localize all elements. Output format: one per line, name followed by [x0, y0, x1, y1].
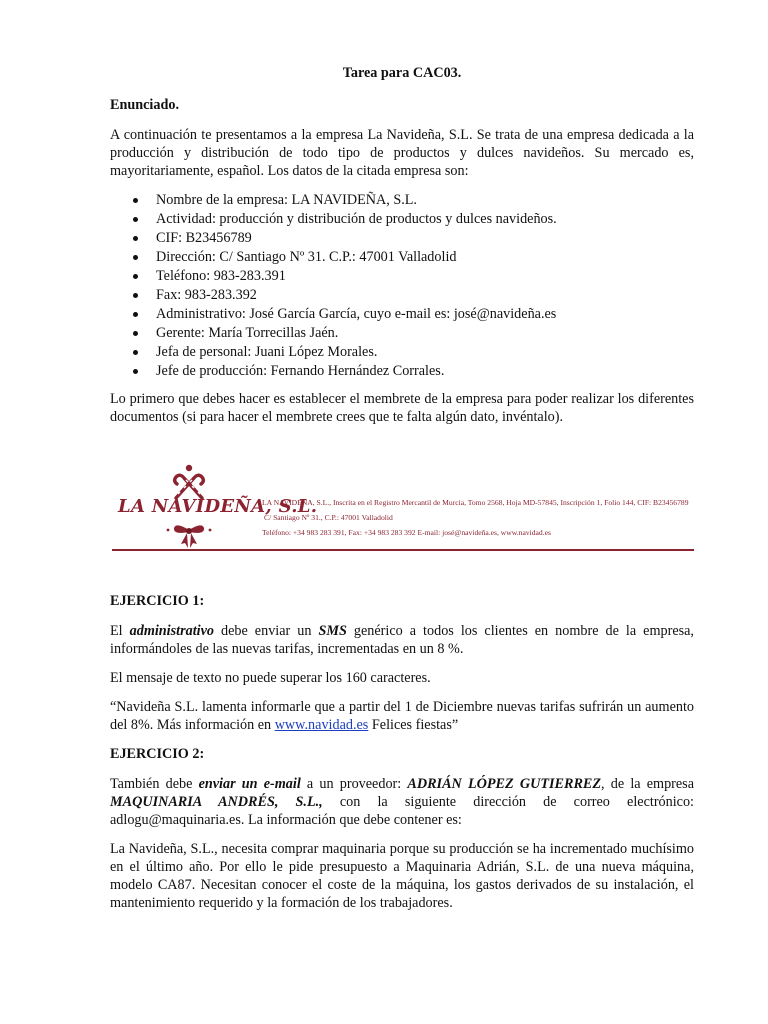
exercise-1-paragraph-3 — [110, 698, 694, 734]
list-item: Gerente: María Torrecillas Jaén. — [130, 324, 694, 343]
supplier-name: ADRIÁN LÓPEZ GUTIERREZ — [407, 776, 602, 792]
sms-emphasis: SMS — [318, 623, 347, 639]
role-emphasis: administrativo — [129, 623, 214, 639]
text-span: Felices fiestas” — [368, 717, 459, 733]
letterhead-details — [262, 498, 694, 543]
list-item: CIF: B23456789 — [130, 229, 694, 248]
membrete-paragraph: Lo primero que debes hacer es establecer el membrete de la empresa para poder realizar los diferentes documentos (si para hacer el membrete crees que te falta algún dato, invéntalo). — [110, 391, 694, 425]
list-item: Jefa de personal: Juani López Morales. — [130, 343, 694, 362]
list-item: Dirección: C/ Santiago Nº 31. C.P.: 47001 Valladolid — [130, 248, 694, 267]
text-span: debe enviar un — [213, 623, 319, 639]
text-span: genérico a todos los clientes en nombre de la empresa, informándoles de las nuevas tarifas, incrementadas en un 8 %. — [110, 623, 694, 657]
list-item: Nombre de la empresa: LA NAVIDEÑA, S.L. — [130, 191, 694, 210]
exercise-2 — [110, 745, 694, 912]
exercise-1-paragraph-2: El mensaje de texto no puede superar los 160 caracteres. — [110, 670, 431, 686]
website-link[interactable]: www.navidad.es — [274, 717, 369, 733]
letterhead-address-line: C/ Santiago Nº 31., C.P.: 47001 Valladolid — [264, 513, 393, 522]
document-content — [110, 64, 694, 923]
company-facts-list — [110, 191, 694, 381]
exercise-1 — [110, 592, 694, 734]
text-span: con la siguiente dirección de correo electrónico: adlogu@maquinaria.es. La información que debe contener es: — [110, 794, 695, 828]
list-item: Jefe de producción: Fernando Hernández Corrales. — [130, 362, 694, 381]
exercise-2-paragraph-1 — [110, 775, 694, 829]
text-span: También debe — [110, 776, 199, 792]
document-title: Tarea para CAC03. — [342, 65, 462, 81]
list-item: Fax: 983-283.392 — [130, 286, 694, 305]
company-letterhead — [110, 464, 694, 556]
supplier-company: MAQUINARIA ANDRÉS, S.L., — [110, 794, 323, 810]
company-logo — [118, 464, 318, 554]
exercise-2-heading: EJERCICIO 2: — [110, 746, 205, 762]
intro-paragraph: A continuación te presentamos a la empresa La Navideña, S.L. Se trata de una empresa dedicada a la producción y distribución de todo tipo de productos y dulces navideños. Su mercado es, mayoritariamente, español. Los datos de la citada empresa son: — [110, 127, 694, 179]
letterhead-registry-line: LA NAVIDEÑA, S.L., Inscrita en el Registro Mercantil de Murcia, Tomo 2568, Hoja MD-57845, Inscripción 1, Folio 144, CIF: B23456789 — [262, 498, 689, 507]
enunciado-heading: Enunciado. — [110, 97, 179, 113]
exercise-1-paragraph-1 — [110, 622, 694, 658]
list-item: Administrativo: José García García, cuyo e-mail es: josé@navideña.es — [130, 305, 694, 324]
text-span: , de la empresa — [601, 776, 694, 792]
letterhead-divider — [112, 549, 694, 551]
list-item: Teléfono: 983-283.391 — [130, 267, 694, 286]
letterhead-company-name: LA NAVIDEÑA, S.L. — [118, 496, 318, 517]
letterhead-contact-line: Teléfono: +34 983 283 391, Fax: +34 983 283 392 E-mail: josé@navideña.es, www.navidad.es — [262, 528, 551, 537]
text-span: “Navideña S.L. lamenta informarle que a partir del 1 de Diciembre nuevas tarifas sufrirán un aumento del 8%. Más información en — [110, 699, 694, 733]
exercise-2-paragraph-2: La Navideña, S.L., necesita comprar maquinaria porque su producción se ha incrementado muchísimo en el último año. Por ello le pide presupuesto a Maquinaria Adrián, S.L. de una nueva máquina, modelo CA87. Necesitan conocer el coste de la máquina, los gastos derivados de su instalación, el mantenimiento requerido y la formación de los trabajadores. — [110, 841, 694, 911]
exercise-1-heading: EJERCICIO 1: — [110, 593, 205, 609]
list-item: Actividad: producción y distribución de productos y dulces navideños. — [130, 210, 694, 229]
text-span: El — [110, 623, 130, 639]
email-emphasis: enviar un e-mail — [198, 776, 301, 792]
text-span: a un proveedor: — [300, 776, 408, 792]
